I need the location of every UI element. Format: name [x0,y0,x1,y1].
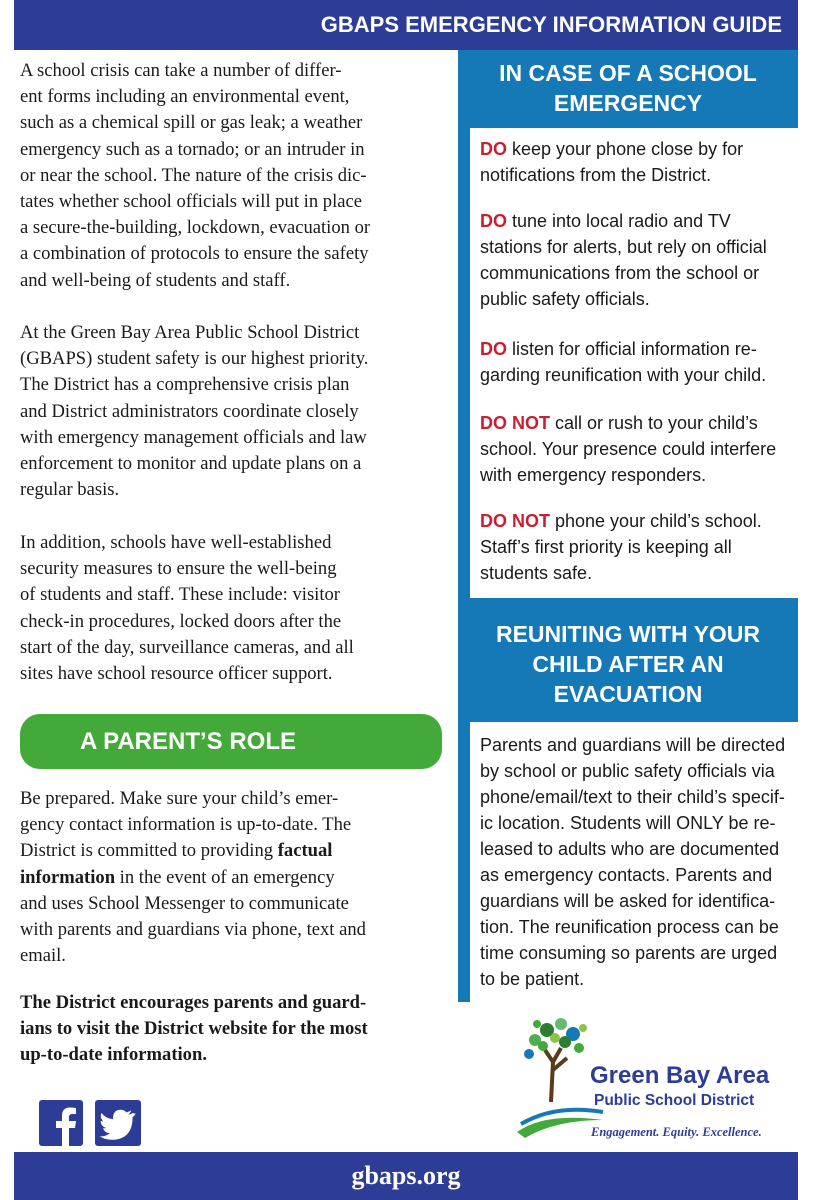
tree-icon [515,1010,595,1105]
text-line: tates whether school officials will put in place [20,191,362,213]
text-line: or near the school. The nature of the crisis dic- [20,164,367,186]
text-line: ent forms including an environmental event, [20,86,350,108]
text-line: tune into local radio and TV [507,211,731,231]
text-line: leased to adults who are documented [480,839,780,859]
do-not-item [480,508,790,586]
bold-text: factual [277,840,333,862]
text-line: with emergency management officials and law [20,426,367,448]
text-line: students safe. [480,563,593,583]
header-bar [14,0,798,50]
twitter-icon[interactable] [95,1100,141,1146]
text-line: and well-being of students and staff. [20,269,291,291]
text-line: In addition, schools have well-established [20,532,332,553]
text-line: guardians will be asked for identifica- [480,891,776,911]
logo-name: Green Bay Area [590,1062,770,1089]
heading-line: EVACUATION [553,681,703,707]
heading-line: REUNITING WITH YOUR [495,621,761,647]
do-not-keyword: DO NOT [480,413,550,433]
text-line: ic location. Students will ONLY be re- [480,813,776,833]
heading-line: EMERGENCY [553,90,703,116]
text-line: Parents and guardians will be directed [480,735,786,755]
do-item [480,208,790,312]
security-measures-paragraph [20,530,354,687]
text-line: with parents and guardians via phone, text and [20,919,366,941]
text-line: and District administrators coordinate closely [20,400,359,422]
text-line: garding reunification with your child. [480,365,767,385]
website-link[interactable]: gbaps.org [351,1161,461,1190]
do-keyword: DO [480,211,507,231]
text-line: tion. The reunification process can be [480,917,779,937]
text-line: A school crisis can take a number of differ- [20,60,342,81]
reunite-heading [458,619,798,709]
text-line: regular basis. [20,479,120,501]
do-keyword: DO [480,339,507,359]
text-line: Staff’s first priority is keeping all [480,537,732,557]
text-line: listen for official information re- [507,339,757,359]
text-line: school. Your presence could interfere [480,439,777,459]
text-line: public safety officials. [480,289,650,309]
text-line: stations for alerts, but rely on official [480,237,767,257]
text-line: security measures to ensure the well-being [20,558,337,580]
do-keyword: DO [480,139,507,159]
text-line: in the event of an emergency [115,866,335,888]
text-line: sites have school resource officer support. [20,663,333,685]
text-line: email. [20,945,66,967]
text-line: time consuming so parents are urged [480,943,778,963]
be-prepared-paragraph [20,786,366,969]
text-line: phone/email/text to their child’s specif- [480,787,785,807]
section-heading: A PARENT’S ROLE [80,728,297,755]
emergency-dos-box [470,128,798,598]
reunite-text-box [470,722,798,1002]
text-line: with emergency responders. [480,465,707,485]
text-line: keep your phone close by for [507,139,744,159]
do-item [480,336,790,388]
text-line: to be patient. [480,969,585,989]
text-line: a secure-the-building, lockdown, evacuation or [20,217,371,239]
do-item [480,136,790,188]
do-not-item [480,410,790,488]
text-line: notifications from the District. [480,165,712,185]
website-encouragement-paragraph [20,990,368,1069]
district-logo [515,1010,785,1150]
text-line: such as a chemical spill or gas leak; a weather [20,112,363,134]
bold-text: information [20,866,116,888]
safety-priority-paragraph [20,320,368,503]
text-line: as emergency contacts. Parents and [480,865,773,885]
text-line: The District has a comprehensive crisis plan [20,374,350,396]
facebook-icon[interactable] [39,1100,83,1146]
text-line: and uses School Messenger to communicate [20,892,349,914]
text-line: phone your child’s school. [550,511,762,531]
text-line: The District encourages parents and guard- [20,992,367,1013]
do-not-keyword: DO NOT [480,511,550,531]
text-line: communications from the school or [480,263,760,283]
intro-paragraph [20,58,370,294]
page-title: GBAPS EMERGENCY INFORMATION GUIDE [320,12,782,37]
text-line: check-in procedures, locked doors after the [20,610,342,632]
heading-line: CHILD AFTER AN [532,651,724,677]
logo-tagline: Engagement. Equity. Excellence. [591,1125,762,1139]
emergency-heading [458,58,798,118]
logo-subtitle: Public School District [594,1092,755,1109]
text-line: by school or public safety officials via [480,761,775,781]
text-line: up-to-date information. [20,1044,207,1066]
text-line: ians to visit the District website for the most [20,1018,368,1040]
text-line: start of the day, surveillance cameras, and all [20,636,354,658]
footer-bar [14,1152,798,1200]
text-line: a combination of protocols to ensure the safety [20,243,369,265]
text-line: call or rush to your child’s [550,413,758,433]
text-line: enforcement to monitor and update plans on a [20,453,362,475]
text-line: (GBAPS) student safety is our highest priority. [20,348,369,370]
text-line: of students and staff. These include: visitor [20,584,340,606]
text-line: gency contact information is up-to-date. The [20,814,352,836]
text-line: At the Green Bay Area Public School District [20,322,360,343]
text-line: Be prepared. Make sure your child’s emer- [20,788,339,809]
text-line: District is committed to providing [20,840,278,862]
text-line: emergency such as a tornado; or an intruder in [20,138,365,160]
heading-line: IN CASE OF A SCHOOL [499,60,757,86]
parent-role-heading [20,714,442,769]
